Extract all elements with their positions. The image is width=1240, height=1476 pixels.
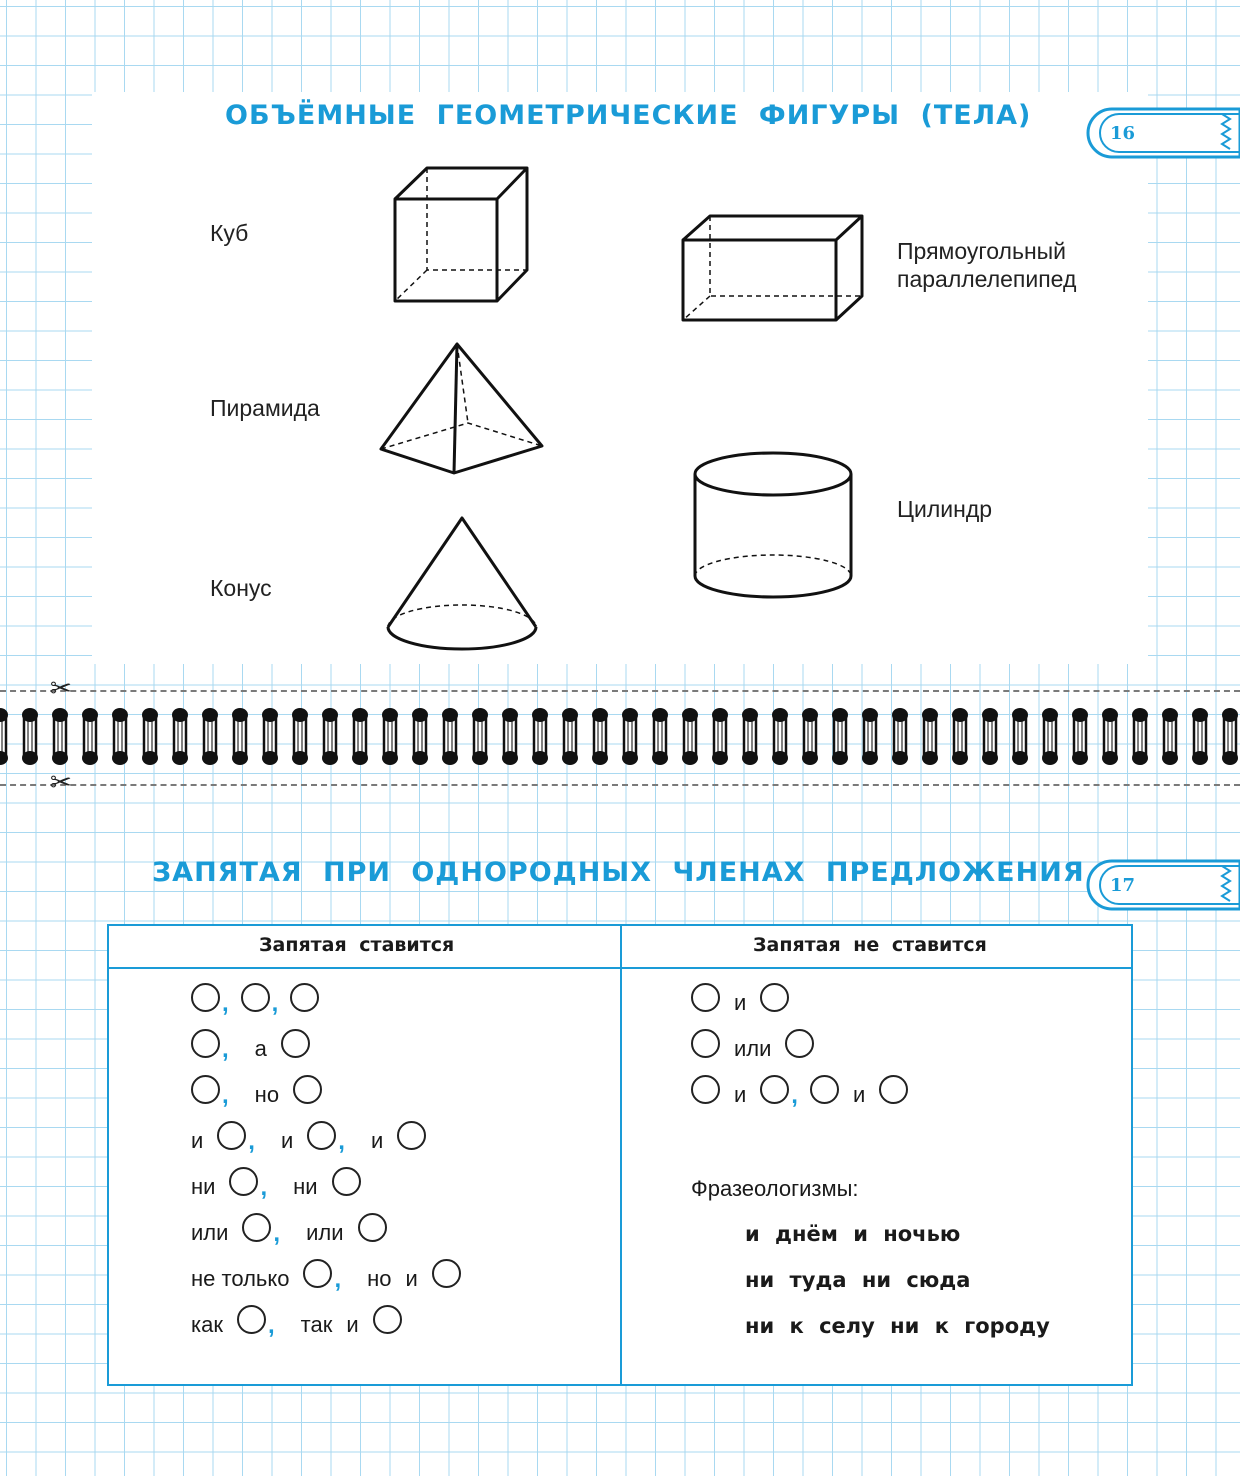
cylinder-figure	[688, 446, 858, 606]
word: а	[254, 1036, 267, 1061]
word: и	[370, 1128, 384, 1153]
circle	[760, 1075, 789, 1104]
norule-row-3	[691, 1070, 908, 1108]
rule-row-7	[191, 1254, 461, 1292]
label-cylinder: Цилиндр	[897, 496, 993, 522]
spiral-ring	[652, 708, 668, 765]
comma-mark: ,	[338, 1128, 345, 1155]
rule-row-5	[191, 1162, 361, 1200]
spiral-ring	[382, 708, 398, 765]
spiral-ring	[1192, 708, 1208, 765]
label-cube: Куб	[210, 220, 249, 246]
circle	[303, 1259, 332, 1288]
spiral-ring	[1222, 708, 1238, 765]
spiral-ring	[1132, 708, 1148, 765]
comma-mark: ,	[273, 1220, 281, 1247]
spiral-ring	[0, 708, 8, 765]
spiral-ring	[592, 708, 608, 765]
word: не только	[191, 1266, 290, 1291]
spiral-ring	[172, 708, 188, 765]
circle	[241, 983, 270, 1012]
spiral-ring	[352, 708, 368, 765]
circle	[229, 1167, 258, 1196]
spiral-ring	[292, 708, 308, 765]
page-16-number: 16	[1110, 123, 1136, 144]
word: но	[367, 1266, 392, 1291]
circle	[191, 1075, 220, 1104]
page-16-title: ОБЪЁМНЫЕ ГЕОМЕТРИЧЕСКИЕ ФИГУРЫ (ТЕЛА)	[225, 100, 1032, 131]
circle	[785, 1029, 814, 1058]
label-prism-line2: параллелепипед	[897, 266, 1077, 292]
cut-line-top	[0, 690, 1240, 692]
word: ни	[191, 1174, 216, 1199]
circle	[691, 1029, 720, 1058]
spiral-ring	[562, 708, 578, 765]
rule-row-1	[191, 978, 319, 1016]
spiral-ring	[472, 708, 488, 765]
word: и	[734, 990, 747, 1015]
word: и	[852, 1082, 866, 1107]
spiral-ring	[802, 708, 818, 765]
circle	[760, 983, 789, 1012]
circle	[293, 1075, 322, 1104]
circle	[691, 983, 720, 1012]
cube-figure	[385, 160, 540, 310]
idiom-3: ни к селу ни к городу	[745, 1314, 1050, 1338]
spiral-ring	[1072, 708, 1088, 765]
page-16-number-tab	[1082, 106, 1240, 160]
col-header-comma-used: Запятая ставится	[259, 934, 455, 956]
rule-row-6	[191, 1208, 387, 1246]
spiral-ring	[532, 708, 548, 765]
rule-row-3	[191, 1070, 322, 1108]
spiral-ring	[892, 708, 908, 765]
circle	[242, 1213, 271, 1242]
spiral-ring	[742, 708, 758, 765]
word: и	[734, 1082, 747, 1107]
spiral-ring	[52, 708, 68, 765]
spiral-ring	[82, 708, 98, 765]
circle	[191, 1029, 220, 1058]
spiral-ring	[442, 708, 458, 765]
spiral-ring	[682, 708, 698, 765]
comma-mark: ,	[222, 1036, 229, 1063]
spiral-ring	[142, 708, 158, 765]
word: и	[405, 1266, 418, 1291]
pyramid-figure	[375, 338, 550, 480]
spiral-ring	[1042, 708, 1058, 765]
comma-mark: ,	[248, 1128, 255, 1155]
label-prism-line1: Прямоугольный	[897, 238, 1067, 264]
spiral-ring	[502, 708, 518, 765]
col-header-comma-not-used: Запятая не ставится	[753, 934, 987, 956]
comma-rules-table	[107, 924, 1133, 1386]
spiral-ring	[202, 708, 218, 765]
comma-mark: ,	[222, 990, 229, 1017]
circle	[217, 1121, 246, 1150]
word: но	[254, 1082, 280, 1107]
norule-row-1	[691, 978, 789, 1016]
spiral-ring	[982, 708, 998, 765]
spiral-ring	[232, 708, 248, 765]
page-17-number: 17	[1110, 875, 1136, 896]
spiral-ring	[862, 708, 878, 765]
cone-figure	[380, 510, 545, 658]
comma-mark: ,	[271, 990, 279, 1017]
norule-row-2	[691, 1024, 814, 1062]
spiral-ring	[322, 708, 338, 765]
word: и	[280, 1128, 294, 1153]
spiral-ring	[952, 708, 968, 765]
circle	[191, 983, 220, 1012]
spiral-ring	[922, 708, 938, 765]
spiral-ring	[712, 708, 728, 765]
comma-mark: ,	[222, 1082, 229, 1109]
circle	[879, 1075, 908, 1104]
comma-mark: ,	[260, 1174, 268, 1201]
circle	[237, 1305, 266, 1334]
idiom-2: ни туда ни сюда	[745, 1268, 971, 1292]
comma-mark: ,	[267, 1312, 275, 1339]
circle	[373, 1305, 402, 1334]
circle	[397, 1121, 426, 1150]
comma-mark: ,	[791, 1082, 798, 1109]
spiral-ring	[262, 708, 278, 765]
word: как	[191, 1312, 223, 1337]
label-cone: Конус	[210, 575, 272, 601]
spiral-ring	[22, 708, 38, 765]
word: так	[300, 1312, 333, 1337]
circle	[691, 1075, 720, 1104]
circle	[332, 1167, 361, 1196]
page-17-number-tab	[1082, 858, 1240, 912]
idioms-label: Фразеологизмы:	[691, 1176, 859, 1201]
prism-figure	[675, 208, 870, 328]
spiral-ring	[1012, 708, 1028, 765]
cut-line-bottom	[0, 784, 1240, 786]
rule-row-2	[191, 1024, 310, 1062]
comma-mark: ,	[334, 1266, 342, 1293]
spiral-ring	[1102, 708, 1118, 765]
table-divider-vertical	[620, 926, 622, 1384]
spiral-ring	[1162, 708, 1178, 765]
page-17-title: ЗАПЯТАЯ ПРИ ОДНОРОДНЫХ ЧЛЕНАХ ПРЕДЛОЖЕНИЯ	[152, 857, 1085, 888]
word: и	[191, 1128, 204, 1153]
idiom-1: и днём и ночью	[745, 1222, 961, 1246]
circle	[432, 1259, 461, 1288]
table-divider-horizontal	[109, 967, 1131, 969]
spiral-ring	[772, 708, 788, 765]
circle	[358, 1213, 387, 1242]
circle	[281, 1029, 310, 1058]
spiral-binding	[0, 700, 1240, 770]
word: или	[734, 1036, 772, 1061]
rule-row-8	[191, 1300, 402, 1338]
spiral-ring	[112, 708, 128, 765]
word: или	[191, 1220, 229, 1245]
scissors-top-icon: ✂	[50, 674, 72, 704]
circle	[307, 1121, 336, 1150]
word: ни	[293, 1174, 318, 1199]
word: и	[346, 1312, 359, 1337]
spiral-ring	[412, 708, 428, 765]
circle	[810, 1075, 839, 1104]
spiral-ring	[832, 708, 848, 765]
word: или	[306, 1220, 344, 1245]
circle	[290, 983, 319, 1012]
label-pyramid: Пирамида	[210, 395, 320, 421]
scissors-bottom-icon: ✂	[50, 768, 72, 798]
spiral-ring	[622, 708, 638, 765]
rule-row-4	[191, 1116, 426, 1154]
